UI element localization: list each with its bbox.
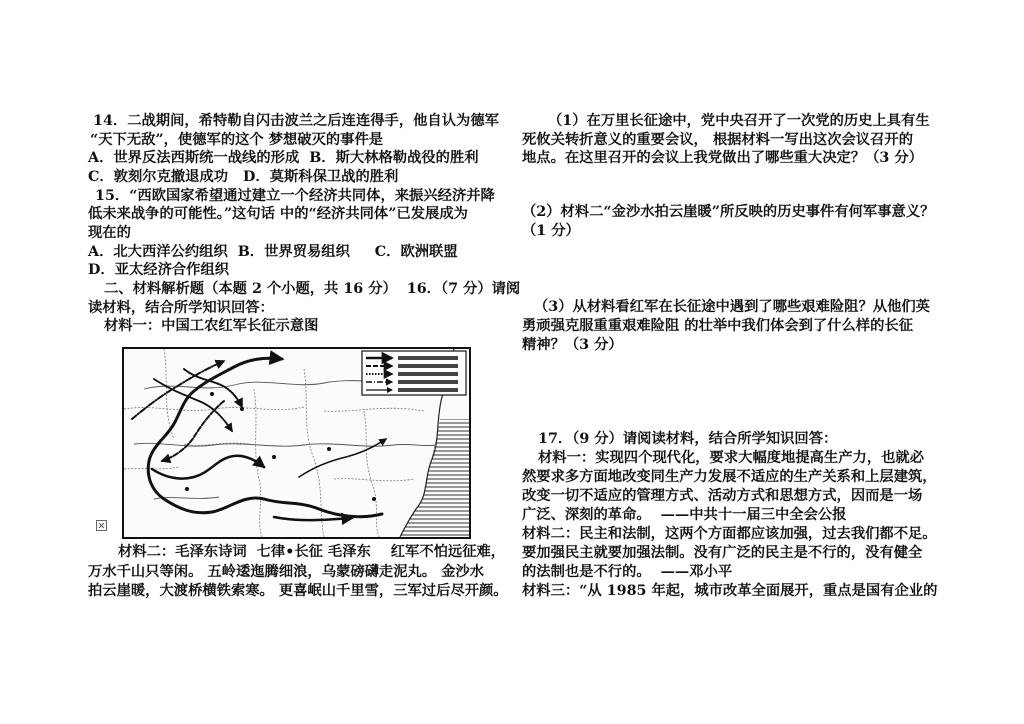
question-17: [522, 430, 937, 601]
question-16-part-3-line: （3）从材料看红军在长征途中遇到了哪些艰难险阻？从他们英: [534, 299, 930, 315]
march-route: [274, 517, 352, 520]
question-16-part-1: [522, 112, 930, 168]
question-14-stem: “天下无敌”，使德军的这个 梦想破灭的事件是: [90, 131, 384, 148]
material-2-line: 万水千山只等闲。 五岭逶迤腾细浪，乌蒙磅礴走泥丸。 金沙水: [88, 563, 484, 580]
city-dot: [240, 407, 244, 411]
broken-image-icon-glyph: [96, 520, 107, 531]
material-2-line: 拍云崖暖，大渡桥横铁索寒。 更喜岷山千里雪，三军过后尽开颜。: [88, 583, 508, 599]
question-16-part-2-line: （2）材料二“金沙水拍云崖暖”所反映的历史事件有何军事意义？: [522, 204, 935, 220]
question-14-stem: 14．二战期间，希特勒自闪击波兰之后连连得手，他自认为德军: [93, 113, 499, 129]
river: [134, 443, 436, 446]
legend-label-illegible: [398, 372, 458, 376]
question-17-line: 材料一：实现四个现代化，要求大幅度地提高生产力，也就必: [538, 450, 925, 466]
city-dot: [210, 392, 214, 396]
section-2-heading: 读材料，结合所学知识回答：: [88, 299, 274, 316]
question-14-options: C．敦刻尔克撤退成功 D．莫斯科保卫战的胜利: [88, 168, 399, 185]
question-17-line: 材料二：民主和法制，这两个方面都应该加强，过去我们都不足。: [522, 526, 937, 542]
long-march-map-drawing: [124, 349, 469, 537]
question-17-heading: 17．（9 分）请阅读材料，结合所学知识回答：: [538, 431, 838, 447]
question-17-line: 然要求多方面地改变同生产力发展不适应的生产关系和上层建筑，: [522, 469, 937, 485]
city-dot: [327, 447, 331, 451]
question-15-options: D．亚太经济合作组织: [88, 262, 230, 279]
question-16-part-3-line: 精神？（3 分）: [522, 337, 623, 353]
question-15-options: A．北大西洋公约组织 B．世界贸易组织 C．欧洲联盟: [88, 243, 458, 260]
question-17-line: 材料三：“从 1985 年起，城市改革全面展开，重点是国有企业的: [522, 583, 938, 599]
province-border: [304, 369, 324, 537]
province-border: [334, 479, 414, 481]
question-15-stem: 15．“西欧国家希望通过建立一个经济共同体，来振兴经济并降: [95, 187, 495, 204]
question-17-line: 广泛、深刻的革命。 ——中共十一届三中全会公报: [522, 507, 847, 523]
long-march-map: [122, 347, 471, 539]
province-border: [324, 408, 424, 411]
question-16-part-1-line: 死攸关转折意义的重要会议， 根据材料一写出这次会议召开的: [522, 131, 913, 148]
question-16-part-1-line: （1）在万里长征途中，党中央召开了一次党的历史上具有生: [548, 113, 930, 129]
question-16-part-2: [522, 203, 934, 241]
material-2-line: 材料二：毛泽东诗词 七律•长征 毛泽东 红军不怕远征难，: [118, 544, 506, 560]
question-16-part-1-line: 地点。在这里召开的会议上我党做出了哪些重大决定？（3 分）: [522, 150, 923, 167]
march-route: [132, 361, 224, 419]
question-16-part-2-line: （1 分）: [522, 223, 580, 239]
legend-label-illegible: [398, 380, 458, 384]
legend-label-illegible: [398, 364, 458, 368]
material-2-poem: [88, 543, 508, 602]
question-16-part-3-line: 勇顽强克服重重艰难险阻 的壮举中我们体会到了什么样的长征: [522, 318, 913, 334]
question-16-part-3: [522, 298, 930, 355]
city-dot: [372, 497, 376, 501]
question-15-stem: 低未来战争的可能性。”这句话 中的“经济共同体”已发展成为: [88, 206, 468, 223]
city-dot: [185, 487, 189, 491]
legend-label-illegible: [398, 388, 458, 392]
sea-hatching: [400, 419, 469, 537]
question-17-line: 的法制也是不行的。 ——邓小平: [522, 564, 733, 580]
question-15-stem: 现在的: [88, 224, 131, 241]
province-border: [364, 411, 379, 537]
material-1-title: 材料一：中国工农红军长征示意图: [104, 318, 319, 335]
left-column-text: [88, 112, 520, 336]
city-dots: [185, 392, 376, 501]
legend-label-illegible: [398, 356, 458, 360]
city-dot: [272, 455, 276, 459]
question-17-line: 要加强民主就要加强法制。没有广泛的民主是不行的，没有健全: [522, 545, 923, 561]
map-legend: [362, 351, 466, 395]
broken-image-icon: [96, 516, 107, 527]
question-17-line: 改变一切不适应的管理方式、活动方式和思想方式，因而是一场: [522, 488, 923, 504]
section-2-heading: 二、材料解析题（本题 2 个小题，共 16 分） 16．（7 分）请阅: [104, 280, 521, 297]
question-14-options: A．世界反法西斯统一战线的形成 B．斯大林格勒战役的胜利: [88, 150, 479, 167]
